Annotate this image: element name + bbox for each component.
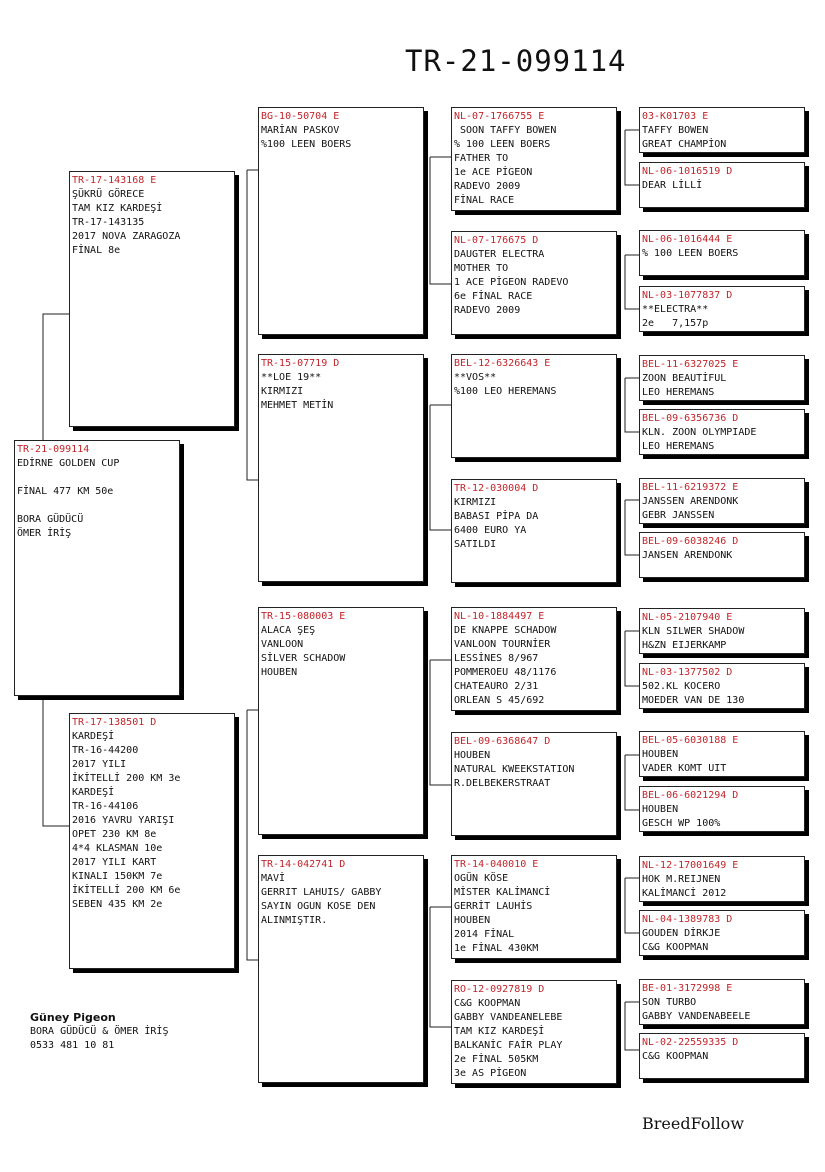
pedigree-box-gen5: NL-05-2107940 E KLN SILWER SHADOW H&ZN EIJERKAMP: [639, 608, 805, 654]
pedigree-box-gen5: NL-06-1016519 D DEAR LİLLİ: [639, 162, 805, 208]
pedigree-box-gen5: NL-04-1389783 D GOUDEN DİRKJE C&G KOOPMAN: [639, 910, 805, 956]
ring-number: TR-17-138501 D: [72, 717, 157, 728]
pedigree-box-subject: TR-21-099114 EDİRNE GOLDEN CUP FİNAL 477 KM 50e BORA GÜDÜCÜ ÖMER İRİŞ: [14, 440, 180, 696]
ring-number: TR-21-099114: [17, 444, 90, 455]
ring-number: NL-03-1377502 D: [642, 667, 733, 678]
pedigree-box-gen5: 03-K01703 E TAFFY BOWEN GREAT CHAMPİON: [639, 107, 805, 153]
pedigree-box-gen4: NL-10-1884497 E DE KNAPPE SCHADOW VANLOON TOURNİER LESSİNES 8/967 POMMEROEU 48/1176 CHATEAURO 2/31 ORLEAN S 45/692: [451, 607, 617, 711]
pedigree-box-gen4: RO-12-0927819 D C&G KOOPMAN GABBY VANDEANELEBE TAM KIZ KARDEŞİ BALKANİC FAİR PLAY 2e FİNAL 505KM 3e AS PİGEON: [451, 980, 617, 1084]
ring-number: BEL-06-6021294 D: [642, 790, 739, 801]
ring-number: BEL-09-6356736 D: [642, 413, 739, 424]
pedigree-box-gen3: TR-15-07719 D **LOE 19** KIRMIZI MEHMET METİN: [258, 354, 424, 582]
ring-number: BEL-12-6326643 E: [454, 358, 551, 369]
pedigree-title: TR-21-099114: [405, 44, 627, 78]
ring-number: BE-01-3172998 E: [642, 983, 733, 994]
pedigree-box-gen3: TR-15-080003 E ALACA ŞEŞ VANLOON SİLVER SCHADOW HOUBEN: [258, 607, 424, 835]
pedigree-box-gen5: BEL-11-6219372 E JANSSEN ARENDONK GEBR JANSSEN: [639, 478, 805, 524]
pedigree-box-gen5: NL-03-1377502 D 502.KL KOCERO MOEDER VAN DE 130: [639, 663, 805, 709]
ring-number: BG-10-50704 E: [261, 111, 340, 122]
pedigree-box-gen3: BG-10-50704 E MARİAN PASKOV %100 LEEN BOERS: [258, 107, 424, 335]
ring-number: TR-14-040010 E: [454, 859, 539, 870]
ring-number: NL-07-1766755 E: [454, 111, 545, 122]
pedigree-box-gen5: BEL-09-6038246 D JANSEN ARENDONK: [639, 532, 805, 578]
ring-number: NL-03-1077837 D: [642, 290, 733, 301]
ring-number: NL-06-1016444 E: [642, 234, 733, 245]
pedigree-box-gen3: TR-14-042741 D MAVİ GERRIT LAHUIS/ GABBY SAYIN OGUN KOSE DEN ALINMIŞTIR.: [258, 855, 424, 1083]
pedigree-box-gen5: NL-02-22559335 D C&G KOOPMAN: [639, 1033, 805, 1079]
breeder-contact: [30, 1011, 168, 1053]
ring-number: NL-10-1884497 E: [454, 611, 545, 622]
pedigree-box-gen5: BEL-06-6021294 D HOUBEN GESCH WP 100%: [639, 786, 805, 832]
breeder-brand: Güney Pigeon: [30, 1011, 116, 1024]
ring-number: BEL-11-6327025 E: [642, 359, 739, 370]
pedigree-box-gen4: TR-14-040010 E OGÜN KÖSE MİSTER KALİMANCİ GERRİT LAUHİS HOUBEN 2014 FİNAL 1e FİNAL 430KM: [451, 855, 617, 959]
breeder-names: BORA GÜDÜCÜ & ÖMER İRİŞ: [30, 1026, 169, 1037]
ring-number: BEL-11-6219372 E: [642, 482, 739, 493]
ring-number: RO-12-0927819 D: [454, 984, 545, 995]
ring-number: NL-07-176675 D: [454, 235, 539, 246]
pedigree-box-gen5: NL-06-1016444 E % 100 LEEN BOERS: [639, 230, 805, 276]
pedigree-box-gen4: TR-12-030004 D KIRMIZI BABASI PİPA DA 6400 EURO YA SATILDI: [451, 479, 617, 583]
ring-number: BEL-05-6030188 E: [642, 735, 739, 746]
pedigree-box-sire: TR-17-143168 E ŞÜKRÜ GÖRECE TAM KIZ KARDEŞİ TR-17-143135 2017 NOVA ZARAGOZA FİNAL 8e: [69, 171, 235, 427]
ring-number: NL-06-1016519 D: [642, 166, 733, 177]
ring-number: NL-12-17001649 E: [642, 860, 739, 871]
ring-number: BEL-09-6368647 D: [454, 736, 551, 747]
ring-number: TR-15-07719 D: [261, 358, 340, 369]
pedigree-box-gen4: NL-07-176675 D DAUGTER ELECTRA MOTHER TO 1 ACE PİGEON RADEVO 6e FİNAL RACE RADEVO 2009: [451, 231, 617, 335]
pedigree-box-dam: TR-17-138501 D KARDEŞİ TR-16-44200 2017 YILI İKİTELLİ 200 KM 3e KARDEŞİ TR-16-44106 2016 YAVRU YARIŞI OPET 230 KM 8e 4*4 KLASMAN 10e 2017 YILI KART KINALI 150KM 7e İKİTELLİ 200 KM 6e SEBEN 435 KM 2e: [69, 713, 235, 969]
pedigree-box-gen5: BE-01-3172998 E SON TURBO GABBY VANDENABEELE: [639, 979, 805, 1025]
pedigree-box-gen5: NL-12-17001649 E HOK M.REIJNEN KALİMANCİ 2012: [639, 856, 805, 902]
ring-number: TR-15-080003 E: [261, 611, 346, 622]
pedigree-box-gen5: BEL-09-6356736 D KLN. ZOON OLYMPIADE LEO HEREMANS: [639, 409, 805, 455]
watermark-logo: BreedFollow: [642, 1114, 745, 1133]
ring-number: NL-05-2107940 E: [642, 612, 733, 623]
pedigree-box-gen5: NL-03-1077837 D **ELECTRA** 2e 7,157p: [639, 286, 805, 332]
pedigree-box-gen5: BEL-11-6327025 E ZOON BEAUTİFUL LEO HEREMANS: [639, 355, 805, 401]
ring-number: NL-04-1389783 D: [642, 914, 733, 925]
pedigree-box-gen4: BEL-12-6326643 E **VOS** %100 LEO HEREMANS: [451, 354, 617, 458]
ring-number: BEL-09-6038246 D: [642, 536, 739, 547]
ring-number: NL-02-22559335 D: [642, 1037, 739, 1048]
ring-number: TR-17-143168 E: [72, 175, 157, 186]
pedigree-box-gen4: NL-07-1766755 E SOON TAFFY BOWEN % 100 LEEN BOERS FATHER TO 1e ACE PİGEON RADEVO 2009 FİNAL RACE: [451, 107, 617, 211]
pedigree-box-gen5: BEL-05-6030188 E HOUBEN VADER KOMT UIT: [639, 731, 805, 777]
breeder-phone: 0533 481 10 81: [30, 1040, 115, 1051]
ring-number: 03-K01703 E: [642, 111, 709, 122]
ring-number: TR-14-042741 D: [261, 859, 346, 870]
pedigree-box-gen4: BEL-09-6368647 D HOUBEN NATURAL KWEEKSTATION R.DELBEKERSTRAAT: [451, 732, 617, 836]
ring-number: TR-12-030004 D: [454, 483, 539, 494]
